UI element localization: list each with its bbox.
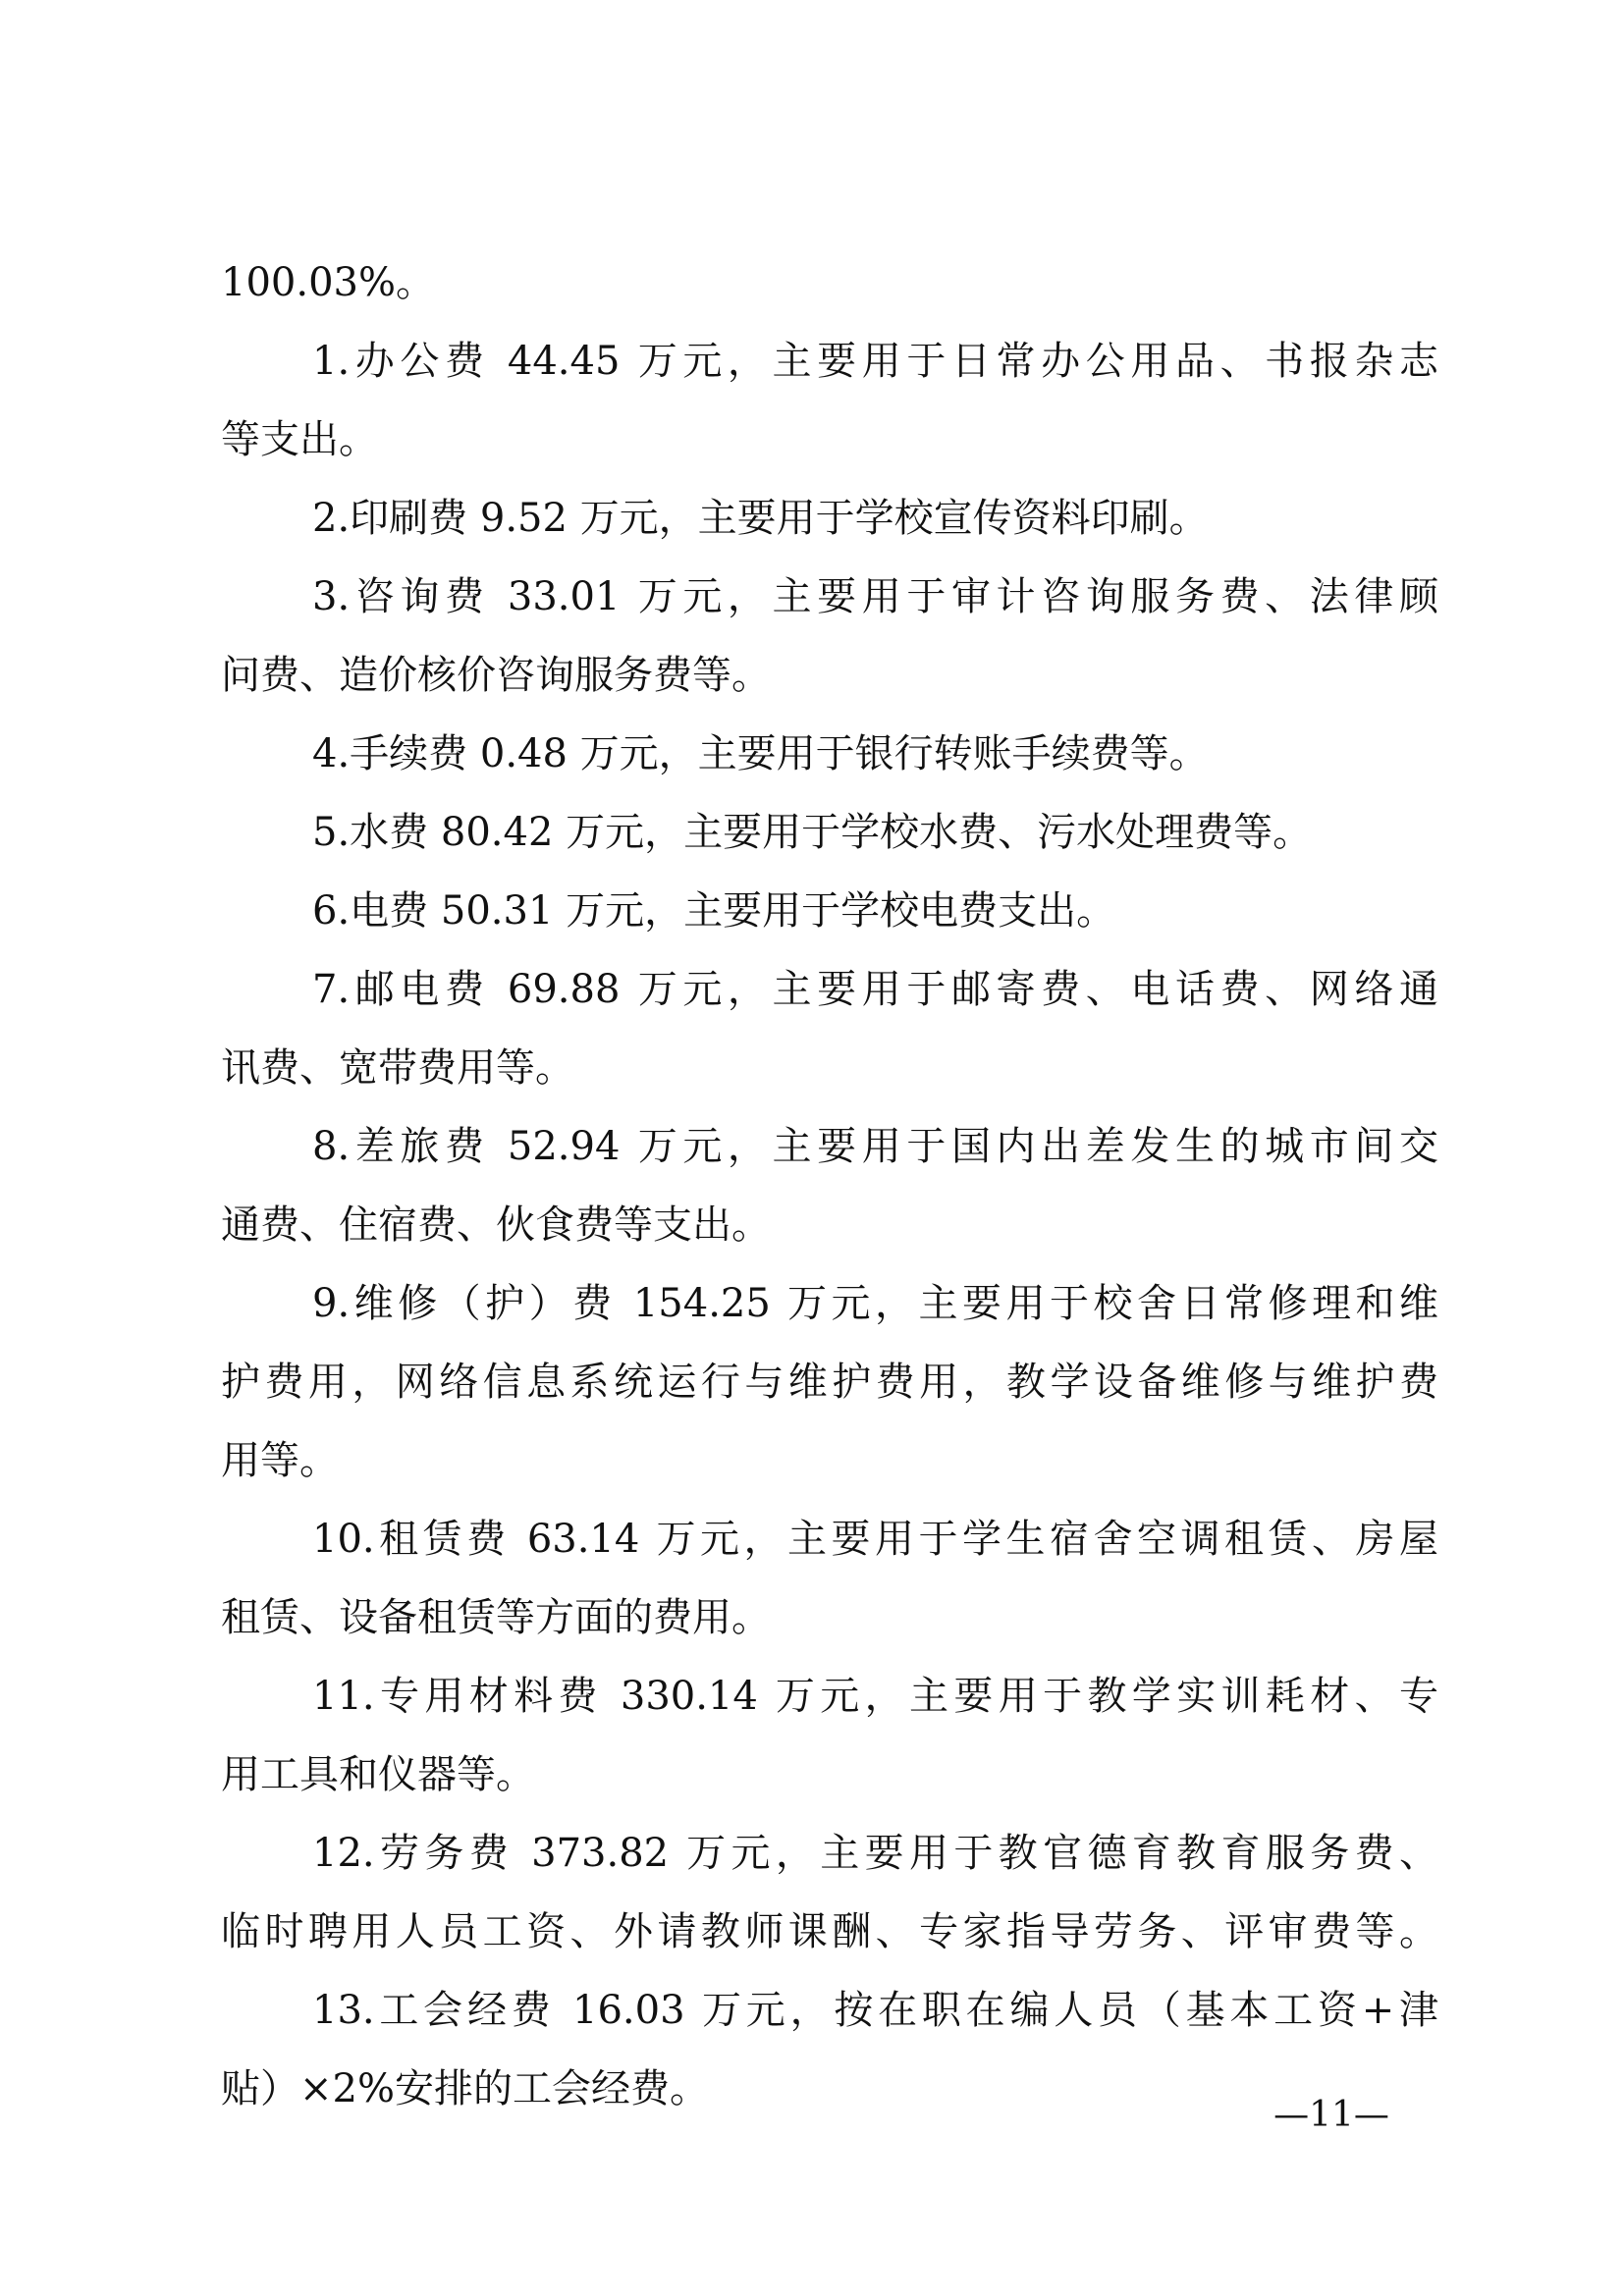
item-13-union-fee-cont: 贴）×2%安排的工会经费。 bbox=[221, 2066, 709, 2111]
item-10-rental-fee: 10.租赁费 63.14 万元，主要用于学生宿舍空调租赁、房屋 bbox=[312, 1517, 1438, 1562]
item-1-office-fee-cont: 等支出。 bbox=[221, 417, 378, 462]
item-10-rental-fee-cont: 租赁、设备租赁等方面的费用。 bbox=[221, 1595, 771, 1640]
item-8-travel-fee: 8.差旅费 52.94 万元，主要用于国内出差发生的城市间交 bbox=[312, 1124, 1438, 1169]
item-7-postal-telecom-fee-cont: 讯费、宽带费用等。 bbox=[221, 1045, 574, 1091]
item-3-consulting-fee-cont: 问费、造价核价咨询服务费等。 bbox=[221, 653, 771, 698]
item-9-maintenance-fee-end: 用等。 bbox=[221, 1438, 339, 1483]
item-5-water-fee: 5.水费 80.42 万元，主要用于学校水费、污水处理费等。 bbox=[312, 810, 1313, 855]
item-8-travel-fee-cont: 通费、住宿费、伙食费等支出。 bbox=[221, 1202, 771, 1248]
item-3-consulting-fee: 3.咨询费 33.01 万元，主要用于审计咨询服务费、法律顾 bbox=[312, 574, 1438, 619]
item-6-electricity-fee: 6.电费 50.31 万元，主要用于学校电费支出。 bbox=[312, 888, 1116, 934]
item-12-labor-fee: 12.劳务费 373.82 万元，主要用于教官德育教育服务费、 bbox=[312, 1831, 1438, 1876]
item-9-maintenance-fee: 9.维修（护）费 154.25 万元，主要用于校舍日常修理和维 bbox=[312, 1281, 1438, 1326]
item-1-office-fee: 1.办公费 44.45 万元，主要用于日常办公用品、书报杂志 bbox=[312, 339, 1438, 384]
item-9-maintenance-fee-cont: 护费用，网络信息系统运行与维护费用，教学设备维修与维护费 bbox=[221, 1360, 1438, 1405]
item-12-labor-fee-cont: 临时聘用人员工资、外请教师课酬、专家指导劳务、评审费等。 bbox=[221, 1909, 1438, 1954]
item-11-special-materials-fee: 11.专用材料费 330.14 万元，主要用于教学实训耗材、专 bbox=[312, 1674, 1438, 1719]
item-4-handling-fee: 4.手续费 0.48 万元，主要用于银行转账手续费等。 bbox=[312, 731, 1209, 776]
item-13-union-fee: 13.工会经费 16.03 万元，按在职在编人员（基本工资+津 bbox=[312, 1988, 1438, 2033]
item-2-printing-fee: 2.印刷费 9.52 万元，主要用于学校宣传资料印刷。 bbox=[312, 496, 1209, 541]
page-number: —11— bbox=[1273, 2095, 1389, 2135]
item-11-special-materials-fee-cont: 用工具和仪器等。 bbox=[221, 1752, 535, 1797]
text-line-continuation: 100.03%。 bbox=[221, 260, 435, 305]
item-7-postal-telecom-fee: 7.邮电费 69.88 万元，主要用于邮寄费、电话费、网络通 bbox=[312, 967, 1438, 1012]
